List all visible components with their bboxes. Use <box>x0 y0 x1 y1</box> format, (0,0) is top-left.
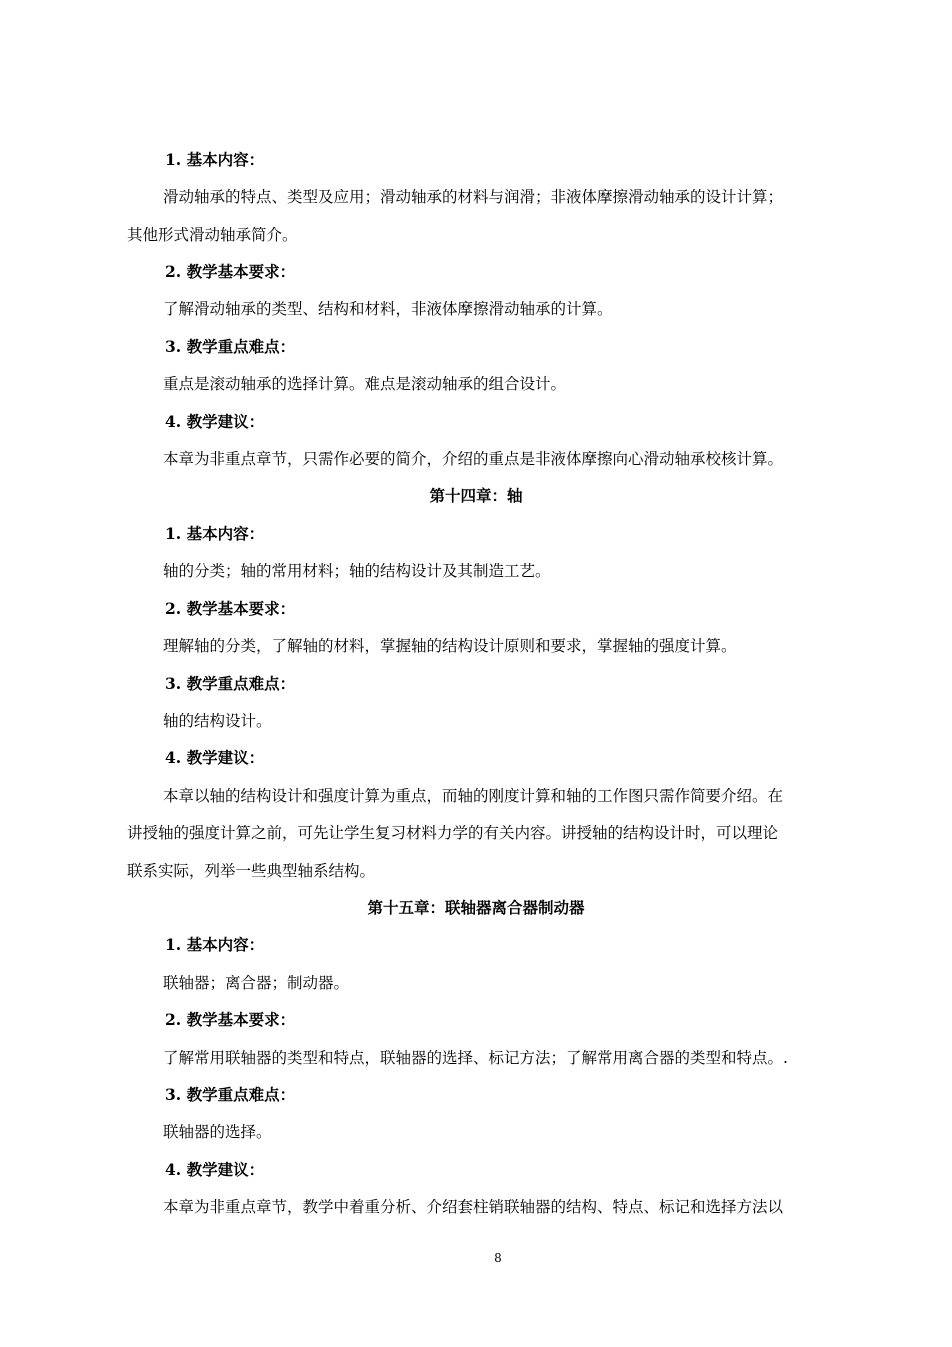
sec15-heading-basic-content: 1. 基本内容： <box>165 935 265 954</box>
sec13-heading-requirements: 2. 教学基本要求： <box>165 262 296 281</box>
sec14-suggestions-text-1: 本章以轴的结构设计和强度计算为重点，而轴的刚度计算和轴的工作图只需作简要介绍。在 <box>163 787 784 805</box>
sec13-suggestions-text: 本章为非重点章节，只需作必要的简介，介绍的重点是非液体摩擦向心滑动轴承校核计算。 <box>163 450 784 468</box>
sec15-suggestions-text: 本章为非重点章节，教学中着重分析、介绍套柱销联轴器的结构、特点、标记和选择方法以 <box>163 1198 784 1216</box>
sec14-heading-suggestions: 4. 教学建议： <box>165 748 265 767</box>
sec13-basic-content-text-2: 其他形式滑动轴承简介。 <box>127 226 298 244</box>
chapter-14-title: 第十四章：轴 <box>429 486 523 505</box>
sec15-heading-requirements: 2. 教学基本要求： <box>165 1010 296 1029</box>
sec13-basic-content-text-1: 滑动轴承的特点、类型及应用；滑动轴承的材料与润滑；非液体摩擦滑动轴承的设计计算； <box>163 188 784 206</box>
sec15-requirements-text: 了解常用联轴器的类型和特点，联轴器的选择、标记方法；了解常用离合器的类型和特点。. <box>163 1049 788 1067</box>
sec13-requirements-text: 了解滑动轴承的类型、结构和材料，非液体摩擦滑动轴承的计算。 <box>163 300 613 318</box>
sec14-key-points-text: 轴的结构设计。 <box>163 712 272 730</box>
sec13-heading-basic-content: 1. 基本内容： <box>165 150 265 169</box>
sec14-heading-requirements: 2. 教学基本要求： <box>165 599 296 618</box>
sec15-heading-suggestions: 4. 教学建议： <box>165 1160 265 1179</box>
page-number: 8 <box>494 1251 502 1265</box>
sec15-heading-key-points: 3. 教学重点难点： <box>165 1085 296 1104</box>
sec14-requirements-text: 理解轴的分类，了解轴的材料，掌握轴的结构设计原则和要求，掌握轴的强度计算。 <box>163 637 737 655</box>
sec14-heading-key-points: 3. 教学重点难点： <box>165 674 296 693</box>
sec13-heading-suggestions: 4. 教学建议： <box>165 412 265 431</box>
sec14-suggestions-text-2: 讲授轴的强度计算之前，可先让学生复习材料力学的有关内容。讲授轴的结构设计时，可以理论 <box>127 824 779 842</box>
sec14-suggestions-text-3: 联系实际，列举一些典型轴系结构。 <box>127 862 376 880</box>
sec13-heading-key-points: 3. 教学重点难点： <box>165 337 296 356</box>
sec15-basic-content-text: 联轴器；离合器；制动器。 <box>163 974 350 992</box>
sec14-basic-content-text: 轴的分类；轴的常用材料；轴的结构设计及其制造工艺。 <box>163 562 551 580</box>
chapter-15-title: 第十五章：联轴器离合器制动器 <box>367 898 585 917</box>
sec14-heading-basic-content: 1. 基本内容： <box>165 524 265 543</box>
sec15-key-points-text: 联轴器的选择。 <box>163 1123 272 1141</box>
sec13-key-points-text: 重点是滚动轴承的选择计算。难点是滚动轴承的组合设计。 <box>163 375 567 393</box>
